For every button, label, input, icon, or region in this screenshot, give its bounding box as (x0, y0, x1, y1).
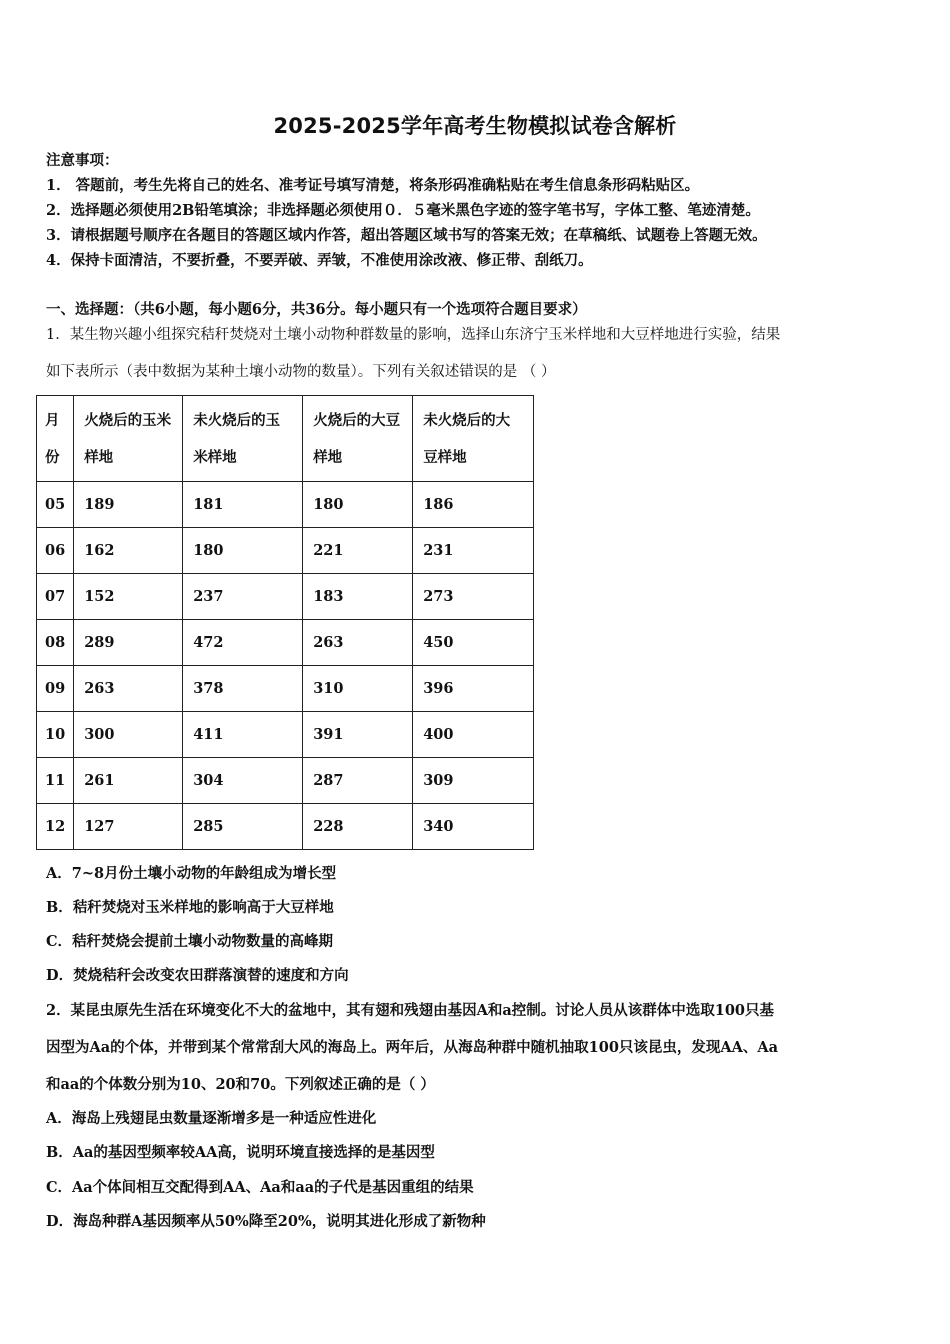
table-row (37, 528, 534, 574)
table-cell: 180 (183, 528, 303, 574)
table-header-cell: 火烧后的玉米样地 (74, 396, 183, 482)
table-header-cell: 未火烧后的玉米样地 (183, 396, 303, 482)
question-2-option-b: B．Aa的基因型频率较AA高，说明环境直接选择的是基因型 (46, 1144, 435, 1161)
table-cell: 300 (74, 712, 183, 758)
table-cell: 05 (37, 482, 74, 528)
table-row (37, 712, 534, 758)
table-cell: 378 (183, 666, 303, 712)
table-header-cell: 月份 (37, 396, 74, 482)
table-row (37, 758, 534, 804)
table-cell: 309 (413, 758, 534, 804)
notice-item: 4．保持卡面清洁，不要折叠，不要弄破、弄皱，不准使用涂改液、修正带、刮纸刀。 (46, 252, 593, 269)
table-cell: 228 (303, 804, 413, 850)
table-cell: 450 (413, 620, 534, 666)
table-cell: 180 (303, 482, 413, 528)
question-2-stem: 2．某昆虫原先生活在环境变化不大的盆地中，其有翅和残翅由基因A和a控制。讨论人员从该群体中选取100只基 (46, 1002, 774, 1019)
question-2-option-c: C．Aa个体间相互交配得到AA、Aa和aa的子代是基因重组的结果 (46, 1179, 474, 1196)
table-cell: 06 (37, 528, 74, 574)
table-cell: 186 (413, 482, 534, 528)
notice-item: 1． 答题前，考生先将自己的姓名、准考证号填写清楚，将条形码准确粘贴在考生信息条形码粘贴区。 (46, 177, 700, 194)
table-cell: 340 (413, 804, 534, 850)
table-cell: 189 (74, 482, 183, 528)
table-row (37, 574, 534, 620)
table-cell: 396 (413, 666, 534, 712)
table-cell: 273 (413, 574, 534, 620)
table-cell: 287 (303, 758, 413, 804)
table-row (37, 620, 534, 666)
table-cell: 162 (74, 528, 183, 574)
page-title: 2025-2025学年高考生物模拟试卷含解析 (273, 114, 677, 138)
table-cell: 391 (303, 712, 413, 758)
question-1-option-b: B．秸秆焚烧对玉米样地的影响高于大豆样地 (46, 899, 334, 916)
table-cell: 263 (303, 620, 413, 666)
notice-item: 2．选择题必须使用2B铅笔填涂；非选择题必须使用０．５毫米黑色字迹的签字笔书写，字体工整、笔迹清楚。 (46, 202, 760, 219)
table-header-cell: 火烧后的大豆样地 (303, 396, 413, 482)
table-row (37, 482, 534, 528)
notice-heading: 注意事项： (46, 152, 119, 169)
table-cell: 221 (303, 528, 413, 574)
table-cell: 07 (37, 574, 74, 620)
table-cell: 400 (413, 712, 534, 758)
table-cell: 12 (37, 804, 74, 850)
question-2-stem: 因型为Aa的个体，并带到某个常常刮大风的海岛上。两年后，从海岛种群中随机抽取100只该昆虫，发现AA、Aa (46, 1039, 779, 1056)
table-cell: 289 (74, 620, 183, 666)
table-cell: 261 (74, 758, 183, 804)
table-cell: 152 (74, 574, 183, 620)
table-cell: 237 (183, 574, 303, 620)
table-cell: 472 (183, 620, 303, 666)
question-1-option-a: A．7~8月份土壤小动物的年龄组成为增长型 (46, 865, 337, 882)
table-header-row (37, 396, 534, 482)
table-cell: 11 (37, 758, 74, 804)
table-cell: 09 (37, 666, 74, 712)
table-cell: 263 (74, 666, 183, 712)
table-header-cell: 未火烧后的大豆样地 (413, 396, 534, 482)
data-table (36, 395, 534, 850)
table-cell: 285 (183, 804, 303, 850)
question-1-option-c: C．秸秆焚烧会提前土壤小动物数量的高峰期 (46, 933, 334, 950)
table-row (37, 666, 534, 712)
table-row (37, 804, 534, 850)
question-2-option-a: A．海岛上残翅昆虫数量逐渐增多是一种适应性进化 (46, 1110, 377, 1127)
section-heading: 一、选择题：（共6小题，每小题6分，共36分。每小题只有一个选项符合题目要求） (46, 301, 587, 318)
table-cell: 127 (74, 804, 183, 850)
notice-item: 3．请根据题号顺序在各题目的答题区域内作答，超出答题区域书写的答案无效；在草稿纸、试题卷上答题无效。 (46, 227, 767, 244)
question-1-stem: 如下表所示（表中数据为某种土壤小动物的数量）。下列有关叙述错误的是 （ ） (46, 364, 556, 380)
table-cell: 411 (183, 712, 303, 758)
table-cell: 231 (413, 528, 534, 574)
question-1-stem: 1．某生物兴趣小组探究秸秆焚烧对土壤小动物种群数量的影响，选择山东济宁玉米样地和大豆样地进行实验，结果 (46, 327, 781, 343)
table-cell: 183 (303, 574, 413, 620)
question-2-option-d: D．海岛种群A基因频率从50%降至20%，说明其进化形成了新物种 (46, 1213, 486, 1230)
question-2-stem: 和aa的个体数分别为10、20和70。下列叙述正确的是（ ） (46, 1076, 435, 1093)
table-cell: 310 (303, 666, 413, 712)
table-cell: 10 (37, 712, 74, 758)
question-1-option-d: D．焚烧秸秆会改变农田群落演替的速度和方向 (46, 967, 349, 984)
table-cell: 181 (183, 482, 303, 528)
table-cell: 304 (183, 758, 303, 804)
table-cell: 08 (37, 620, 74, 666)
